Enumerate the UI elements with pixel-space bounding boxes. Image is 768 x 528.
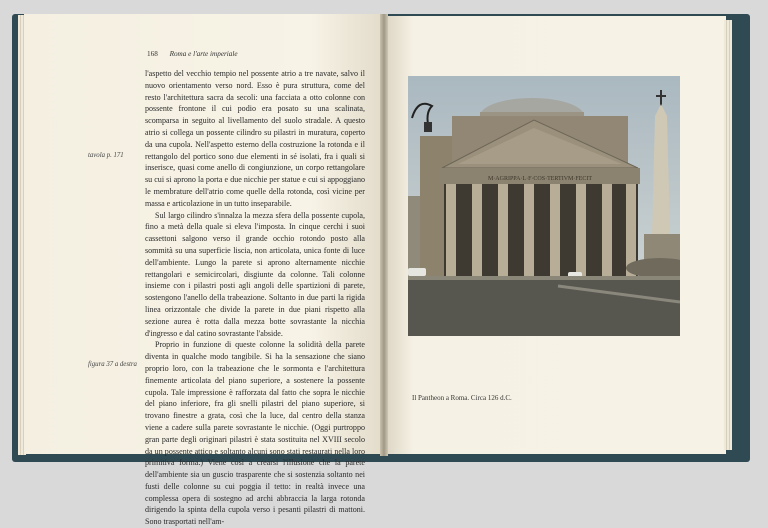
paragraph-3: Proprio in funzione di queste colonne la solidità della parete diventa in qualche modo tangibile. Si ha la sensazione che siano proprio loro, con la trabeazione che le sormonta e l'architettura finemente articolata del piano superiore, a sostenere la possente cupola. Tale impressione è rafforzata dal fatto che sopra le nicchie del piano inferiore, fra gli snelli pilastri del piano superiore, si trovano finestre a grata, così che la luce, dal centro della stanza viene a cadere sulla parete sovrastante le nicchie. (Oggi purtroppo gran parte degli originari pilastri è stata sostituita nel XVIII secolo da un possente attico e soltanto alcuni sono stati restaurati nella loro primitiva forma.) Viene così a crearsi l'illusione che la parete dell'ambiente sia un guscio trasparente che si sostenzia soltanto nei fusti delle colonne su cui poggia il tetto: in realtà invece una complessa opera di sostegno ad archi abbraccia la larga rotonda dirigendo la spinta della cupola verso i pesanti pilastri di mattoni. Sono trasportati nell'am- [145,340,365,527]
running-header [147,50,238,58]
page-number: 168 [147,50,158,58]
photo-caption: Il Pantheon a Roma. Circa 126 d.C. [412,394,512,402]
body-text [145,68,365,528]
right-page-edges [724,20,732,450]
running-head-title: Roma e l'arte imperiale [169,50,238,58]
book-gutter [380,14,388,456]
margin-note-figura: figura 37 a destra [88,361,137,368]
paragraph-1: l'aspetto del vecchio tempio nel possente atrio a tre navate, salvo il nuovo orientamento verso nord. Esso è pura struttura, come del resto l'architettura sacra da secoli: una facciata a otto colonne con possente frontone il cui podio era posato su una scalinata, scomparsa in seguito al livellamento del suolo stradale. A questo atrio si collega un possente cilindro su pilastri in muratura, coperto da una cupola. Nell'aspetto esterno della costruzione la rotonda e il rettangolo del portico sono due elementi in sé isolati, fra i quali si inserisce, quasi come anello di congiunzione, un corpo rettangolare su cui si aprono la porta e due nicchie per statue e cui si appoggiano le membrature dell'atrio come quelle della rotonda, così vicine per massa e articolazione in un tutto inseparabile. [145,69,365,208]
pantheon-photo [408,76,680,336]
paragraph-2: Sul largo cilindro s'innalza la mezza sfera della possente cupola, fino a metà della quale si eleva l'imposta. In cinque cerchi i suoi cassettoni salgono verso il grande occhio rotondo posto alla sommità su una superficie liscia, non articolata, unica fonte di luce dell'ambiente. Lungo la parete si aprono alternamente nicchie rettangolari e semicircolari, disgiunte da colonne. Tali colonne insieme con i pilastri posti agli angoli delle spartizioni di parete, sostengono l'anello della trabeazione. Soltanto in due parti la rigida linea orizzontale che divide la parete in due piani rispetto alla sezione aurea è rotta dalla mezza botte sovrastante la nicchia d'ingresso e dal catino sovrastante l'abside. [145,210,365,338]
pantheon-inscription: M·AGRIPPA·L·F·COS·TERTIVM·FECIT [487,176,593,182]
margin-note-tavola: tavola p. 171 [88,152,124,159]
